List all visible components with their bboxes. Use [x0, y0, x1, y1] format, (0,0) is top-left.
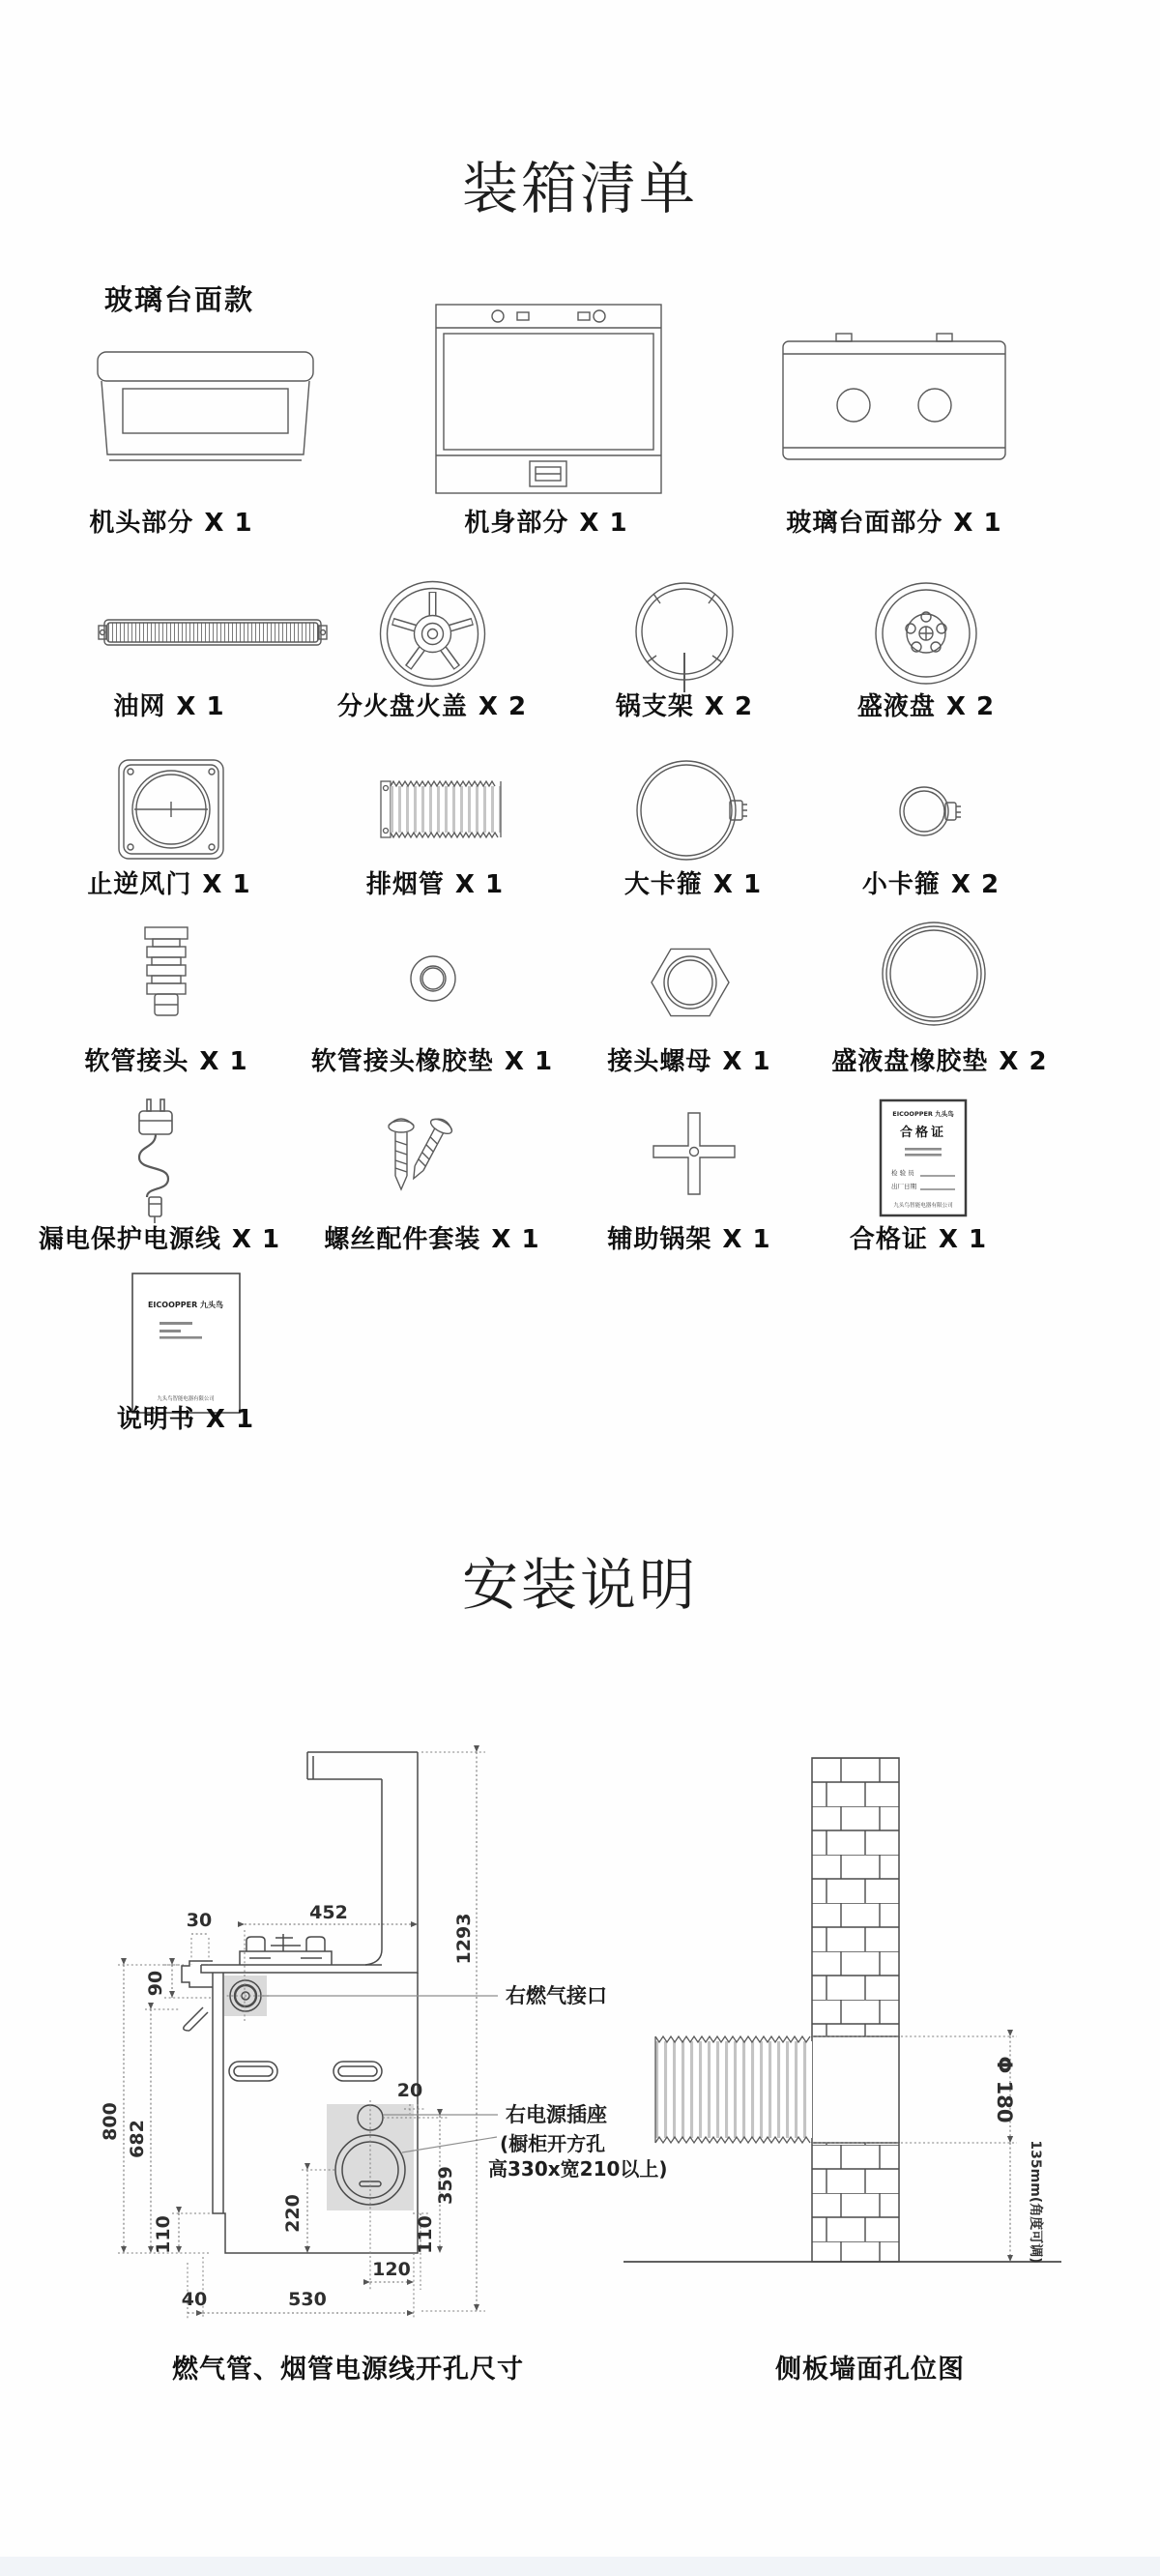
variant-label: 玻璃台面款	[104, 283, 255, 316]
item-label: 小卡箍 X 2	[861, 870, 1000, 899]
cutout-label-line2: 高330x宽210以上)	[488, 2157, 668, 2181]
item-label: 机头部分 X 1	[89, 509, 253, 538]
hose-gasket-drawing	[406, 952, 460, 1005]
item-label: 分火盘火盖 X 2	[336, 692, 528, 721]
dim-682: 682	[127, 2120, 148, 2158]
certificate-field1: 检 验 员	[891, 1169, 914, 1177]
packing-list-title: 装箱清单	[461, 156, 698, 221]
large-clamp-drawing	[633, 756, 749, 864]
manual-drawing	[130, 1272, 242, 1415]
dim-110-right: 110	[415, 2215, 436, 2254]
pan-support-drawing	[633, 580, 736, 694]
dim-452: 452	[309, 1902, 348, 1923]
oil-mesh-drawing	[97, 614, 329, 655]
glass-top-drawing	[778, 324, 1010, 474]
item-label: 说明书 X 1	[116, 1405, 255, 1434]
brick-wall-lower	[812, 2143, 899, 2262]
item-label: 盛液盘橡胶垫 X 2	[831, 1047, 1048, 1076]
connector-nut-drawing	[646, 940, 735, 1025]
dim-40: 40	[181, 2289, 208, 2310]
item-label: 排烟管 X 1	[365, 870, 505, 899]
exhaust-duct	[655, 2041, 812, 2138]
small-clamp-drawing	[897, 783, 963, 839]
dim-diameter: Φ 180	[993, 2056, 1016, 2123]
gas-port-label: 右燃气接口	[506, 1984, 607, 2007]
brick-wall-upper	[812, 1758, 899, 2036]
dim-359: 359	[435, 2166, 456, 2205]
dim-120: 120	[372, 2259, 411, 2280]
item-label: 软管接头橡胶垫 X 1	[310, 1047, 554, 1076]
body-unit-drawing	[430, 295, 667, 503]
item-label: 盛液盘 X 2	[856, 692, 996, 721]
dim-800: 800	[100, 2102, 121, 2141]
item-label: 油网 X 1	[113, 692, 225, 721]
tray-gasket-drawing	[878, 921, 990, 1029]
item-label: 合格证 X 1	[849, 1225, 988, 1254]
screw-kit-drawing	[372, 1112, 503, 1201]
item-label: 大卡箍 X 1	[624, 870, 763, 899]
dim-height: 135mm(角度可调)	[1028, 2140, 1043, 2264]
item-label: 锅支架 X 2	[615, 692, 754, 721]
exhaust-pipe-drawing	[377, 772, 505, 847]
bottom-strip	[0, 2557, 1160, 2576]
certificate-company: 九头鸟智能电器有限公司	[893, 1203, 953, 1209]
dim-90: 90	[145, 1970, 166, 1997]
dim-220: 220	[282, 2194, 304, 2233]
certificate-drawing	[878, 1098, 969, 1218]
left-diagram-caption: 燃气管、烟管电源线开孔尺寸	[172, 2355, 524, 2385]
burner-cap-drawing	[377, 578, 488, 689]
dim-1293: 1293	[453, 1913, 475, 1965]
hose-connector-drawing	[135, 923, 197, 1039]
certificate-field2: 出厂日期	[891, 1183, 916, 1190]
item-label: 漏电保护电源线 X 1	[38, 1225, 281, 1254]
dim-530: 530	[288, 2289, 327, 2310]
certificate-brand: EICOOPPER 九头鸟	[892, 1110, 954, 1118]
drip-tray-drawing	[873, 580, 979, 687]
socket-label: 右电源插座	[506, 2103, 607, 2126]
right-diagram-caption: 侧板墙面孔位图	[775, 2355, 965, 2385]
power-cord-drawing	[124, 1098, 188, 1225]
certificate-title: 合格证	[899, 1126, 947, 1140]
check-valve-drawing	[113, 754, 229, 864]
cutout-label-line1: (橱柜开方孔	[500, 2132, 606, 2155]
dim-20: 20	[396, 2080, 423, 2101]
item-label: 机身部分 X 1	[464, 509, 628, 538]
wall-hole-drawing	[599, 1702, 1141, 2330]
manual-brand: EICOOPPER 九头鸟	[147, 1301, 224, 1309]
item-label: 玻璃台面部分 X 1	[786, 509, 1002, 538]
item-label: 止逆风门 X 1	[87, 870, 251, 899]
aux-pan-rack-drawing	[650, 1107, 739, 1202]
item-label: 软管接头 X 1	[84, 1047, 248, 1076]
item-label: 接头螺母 X 1	[607, 1047, 771, 1076]
item-label: 螺丝配件套装 X 1	[324, 1225, 540, 1254]
cutout-dimension-drawing	[87, 1702, 668, 2330]
item-label: 辅助锅架 X 1	[607, 1225, 771, 1254]
dim-30: 30	[186, 1910, 213, 1931]
head-unit-drawing	[92, 338, 319, 469]
manual-company: 九头鸟智能电器有限公司	[157, 1396, 215, 1402]
install-title: 安装说明	[461, 1552, 698, 1618]
dim-110-left: 110	[153, 2215, 174, 2254]
